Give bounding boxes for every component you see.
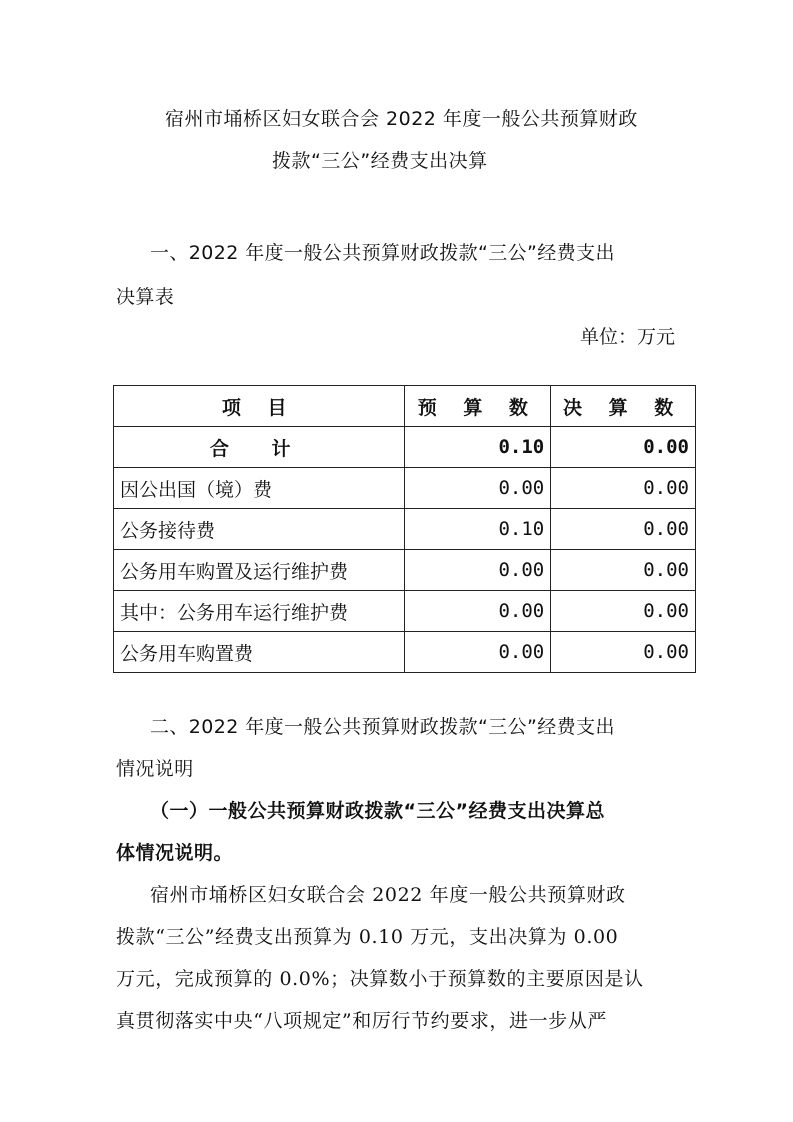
table-header-row	[114, 386, 696, 427]
section2-heading-line2: 情况说明	[116, 758, 194, 780]
row-final-value: 0.00	[551, 468, 696, 509]
table-row	[114, 632, 696, 673]
row-item-label: 公务用车购置及运行维护费	[114, 550, 405, 591]
row-final-value: 0.00	[551, 509, 696, 550]
section2-heading-line1: 二、2022 年度一般公共预算财政拨款“三公”经费支出	[150, 716, 615, 738]
table-row	[114, 550, 696, 591]
table-row	[114, 509, 696, 550]
paragraph-line: 万元，完成预算的 0.0%；决算数小于预算数的主要原因是认	[116, 968, 644, 990]
row-item-label: 合 计	[114, 427, 405, 468]
paragraph-line: 拨款“三公”经费支出预算为 0.10 万元，支出决算为 0.00	[116, 926, 619, 948]
row-item-label: 因公出国（境）费	[114, 468, 405, 509]
header-item: 项 目	[114, 386, 405, 427]
row-final-value: 0.00	[551, 632, 696, 673]
subsection-heading-line1: （一）一般公共预算财政拨款“三公”经费支出决算总	[150, 800, 605, 822]
document-title-line2: 拨款“三公”经费支出决算	[272, 150, 488, 172]
row-final-value: 0.00	[551, 591, 696, 632]
document-title-line1: 宿州市埇桥区妇女联合会 2022 年度一般公共预算财政	[165, 108, 638, 130]
row-budget-value: 0.00	[405, 550, 551, 591]
section1-heading-line2: 决算表	[116, 286, 175, 308]
row-final-value: 0.00	[551, 427, 696, 468]
row-item-label: 公务接待费	[114, 509, 405, 550]
header-final: 决 算 数	[551, 386, 696, 427]
paragraph-line: 宿州市埇桥区妇女联合会 2022 年度一般公共预算财政	[150, 884, 626, 906]
table-row-total	[114, 427, 696, 468]
unit-label: 单位：万元	[579, 326, 675, 348]
expense-table	[113, 385, 696, 673]
row-budget-value: 0.00	[405, 468, 551, 509]
header-budget: 预 算 数	[405, 386, 551, 427]
row-item-label: 其中：公务用车运行维护费	[114, 591, 405, 632]
section1-heading-line1: 一、2022 年度一般公共预算财政拨款“三公”经费支出	[150, 242, 615, 264]
table-row	[114, 591, 696, 632]
table-row	[114, 468, 696, 509]
row-item-label: 公务用车购置费	[114, 632, 405, 673]
row-budget-value: 0.00	[405, 591, 551, 632]
row-budget-value: 0.00	[405, 632, 551, 673]
row-final-value: 0.00	[551, 550, 696, 591]
row-budget-value: 0.10	[405, 509, 551, 550]
paragraph-line: 真贯彻落实中央“八项规定”和厉行节约要求，进一步从严	[116, 1010, 608, 1032]
subsection-heading-line2: 体情况说明。	[116, 842, 234, 864]
row-budget-value: 0.10	[405, 427, 551, 468]
